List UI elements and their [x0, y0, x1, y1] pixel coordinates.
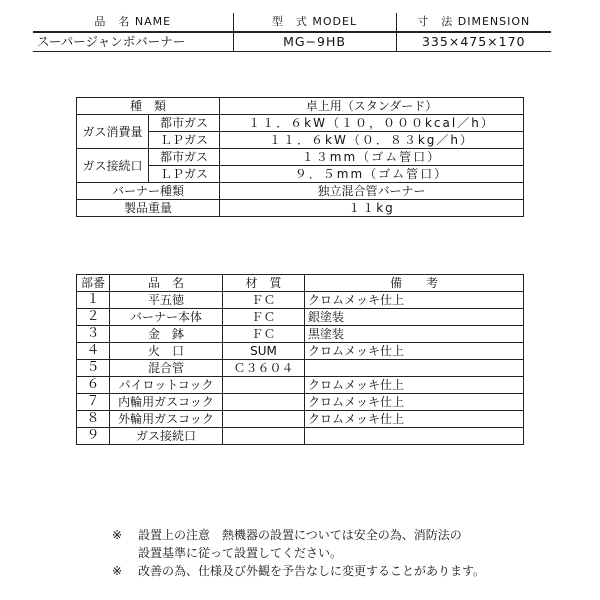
notes-section	[112, 526, 485, 580]
part-material	[223, 428, 305, 445]
note-1-line-2: 設置基準に従って設置してください。	[138, 546, 343, 560]
model-column-header: 型 式 MODEL	[233, 13, 396, 32]
part-name: 外輪用ガスコック	[110, 411, 223, 428]
note-mark: ※	[112, 564, 123, 578]
part-name: ガス接続口	[110, 428, 223, 445]
note-1-line-1: 設置上の注意 熱機器の設置については安全の為、消防法の	[138, 528, 462, 542]
part-remarks: 銀塗装	[305, 309, 524, 326]
part-material: SUM	[223, 343, 305, 360]
consumption-city-label: 都市ガス	[149, 115, 220, 132]
connection-city-value: １３mm（ゴム管口）	[220, 149, 524, 166]
part-number: ６	[77, 377, 110, 394]
part-remarks: クロムメッキ仕上	[305, 343, 524, 360]
part-material: Ｃ３６０４	[223, 360, 305, 377]
part-material: ＦＣ	[223, 326, 305, 343]
spec-table	[76, 97, 524, 217]
parts-table	[76, 274, 524, 445]
part-number: ９	[77, 428, 110, 445]
part-material: ＦＣ	[223, 292, 305, 309]
parts-row	[77, 394, 524, 411]
part-number: ４	[77, 343, 110, 360]
gas-connection-label: ガス接続口	[77, 149, 149, 183]
header-table	[33, 13, 551, 52]
part-name: 金 鉢	[110, 326, 223, 343]
part-name: 平五徳	[110, 292, 223, 309]
part-number: １	[77, 292, 110, 309]
connection-lp-label: ＬＰガス	[149, 166, 220, 183]
consumption-lp-value: １１．６kW（０．８３kg／h）	[220, 132, 524, 149]
kind-label: 種 類	[77, 98, 220, 115]
parts-row	[77, 326, 524, 343]
weight-label: 製品重量	[77, 200, 220, 217]
parts-row	[77, 343, 524, 360]
part-material	[223, 377, 305, 394]
part-number: ２	[77, 309, 110, 326]
part-remarks: クロムメッキ仕上	[305, 394, 524, 411]
part-number: ７	[77, 394, 110, 411]
parts-row	[77, 360, 524, 377]
connection-lp-value: ９．５mm（ゴム管口）	[220, 166, 524, 183]
part-material	[223, 411, 305, 428]
product-dimension: 335×475×170	[396, 32, 551, 52]
part-name: 内輪用ガスコック	[110, 394, 223, 411]
part-name: パイロットコック	[110, 377, 223, 394]
product-name: スーパージャンボバーナー	[33, 32, 233, 52]
part-remarks	[305, 360, 524, 377]
part-number: ８	[77, 411, 110, 428]
part-remarks: クロムメッキ仕上	[305, 292, 524, 309]
parts-row	[77, 411, 524, 428]
part-number: ３	[77, 326, 110, 343]
part-remarks: クロムメッキ仕上	[305, 411, 524, 428]
parts-header-material: 材 質	[223, 275, 305, 292]
part-name: 火 口	[110, 343, 223, 360]
part-number: ５	[77, 360, 110, 377]
part-material: ＦＣ	[223, 309, 305, 326]
part-name: 混合管	[110, 360, 223, 377]
note-2: 改善の為、仕様及び外観を予告なしに変更することがあります。	[138, 564, 486, 578]
consumption-lp-label: ＬＰガス	[149, 132, 220, 149]
burner-type-value: 独立混合管バーナー	[220, 183, 524, 200]
part-remarks: クロムメッキ仕上	[305, 377, 524, 394]
parts-row	[77, 377, 524, 394]
parts-header-number: 部番	[77, 275, 110, 292]
parts-row	[77, 309, 524, 326]
part-name: バーナー本体	[110, 309, 223, 326]
gas-consumption-label: ガス消費量	[77, 115, 149, 149]
weight-value: １１kg	[220, 200, 524, 217]
connection-city-label: 都市ガス	[149, 149, 220, 166]
product-model: MG−9HB	[233, 32, 396, 52]
part-remarks: 黒塗装	[305, 326, 524, 343]
dimension-column-header: 寸 法 DIMENSION	[396, 13, 551, 32]
parts-row	[77, 428, 524, 445]
parts-header-remarks: 備 考	[305, 275, 524, 292]
burner-type-label: バーナー種類	[77, 183, 220, 200]
name-column-header: 品 名 NAME	[33, 13, 233, 32]
parts-header-name: 品 名	[110, 275, 223, 292]
consumption-city-value: １１．６kW（１０，０００kcal／h）	[220, 115, 524, 132]
note-mark: ※	[112, 528, 123, 542]
kind-value: 卓上用（スタンダード）	[220, 98, 524, 115]
parts-row	[77, 292, 524, 309]
part-remarks	[305, 428, 524, 445]
part-material	[223, 394, 305, 411]
